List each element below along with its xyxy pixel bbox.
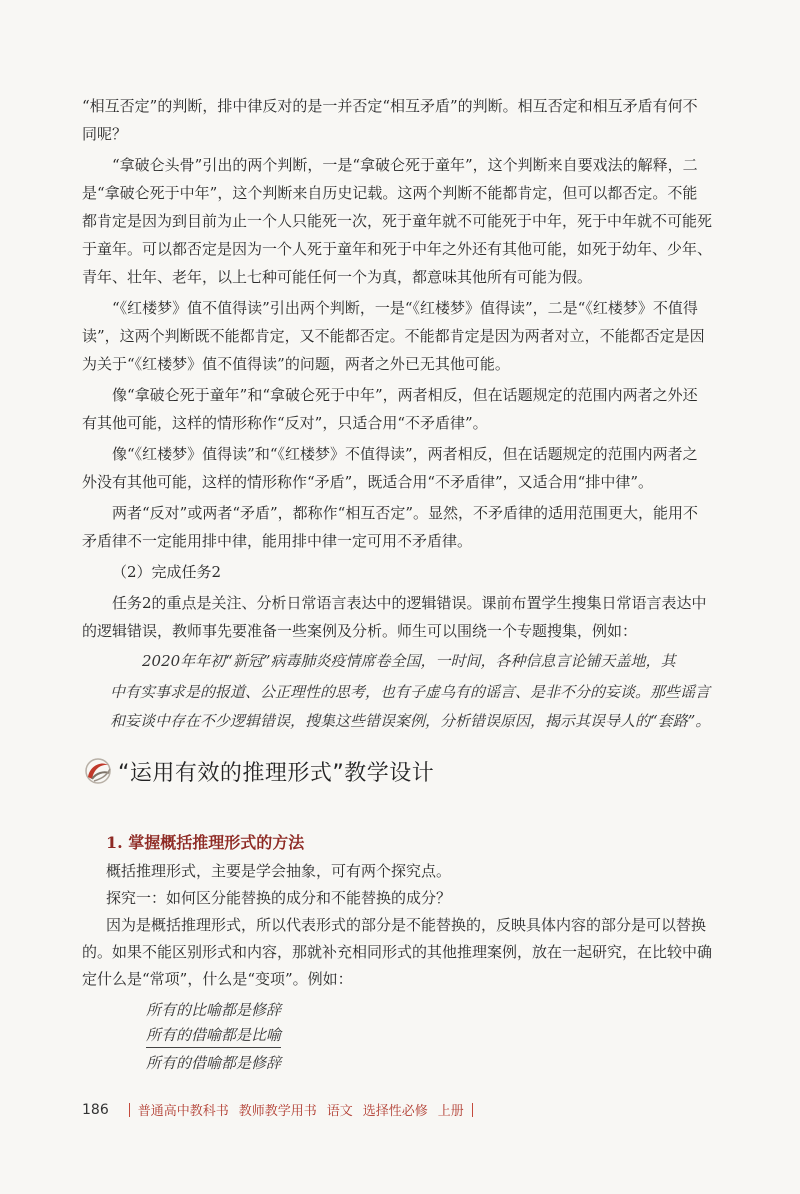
page-number: 186 [82, 1101, 109, 1118]
footer-item-book-type: 教师教学用书 [238, 1104, 317, 1119]
syllogism-minor-premise: 所有的借喻都是比喻 [146, 1023, 281, 1048]
subsection-paragraph-2: 探究一：如何区分能替换的成分和不能替换的成分？ [106, 889, 452, 907]
paragraph-3: “《红楼梦》值不值得读”引出两个判断，一是“《红楼梦》值得读”，二是“《红楼梦》不值得读”，这两个判断既不能都肯定，又不能都否定。不能都肯定是因为两者对立，不能都否定是因为关于“《红楼梦》值不值得读”的问题，两者之外已无其他可能。 [82, 299, 705, 373]
subsection-paragraph-1: 概括推理形式，主要是学会抽象，可有两个探究点。 [106, 862, 452, 880]
quote-body: 中有实事求是的报道、公正理性的思考，也有子虚乌有的谣言、是非不分的妄谈。那些谣言和妄谈中存在不少逻辑错误，搜集这些错误案例，分析错误原因，揭示其误导人的“套路”。 [110, 683, 711, 730]
subsection-title: 1. 掌握概括推理形式的方法 [106, 833, 305, 852]
subsection-paragraph-3: 因为是概括推理形式，所以代表形式的部分是不能替换的，反映具体内容的部分是可以替换的。如果不能区别形式和内容，那就补充相同形式的其他推理案例，放在一起研究，在比较中确定什么是“常项”，什么是“变项”。例如： [82, 916, 713, 988]
paragraph-5: 像“《红楼梦》值得读”和“《红楼梦》不值得读”，两者相反，但在话题规定的范围内两者之外没有其他可能，这样的情形称作“矛盾”，既适合用“不矛盾律”，又适合用“排中律”。 [82, 445, 698, 491]
footer-item-series: 普通高中教科书 [137, 1104, 229, 1119]
footer-divider [129, 1103, 130, 1117]
main-text [82, 92, 712, 736]
syllogism [106, 997, 712, 1076]
footer-item-course: 选择性必修 [362, 1104, 428, 1119]
syllogism-major-premise: 所有的比喻都是修辞 [146, 1001, 282, 1019]
footer-item-volume: 上册 [437, 1104, 464, 1119]
paragraph-4: 像“拿破仑死于童年”和“拿破仑死于中年”，两者相反，但在话题规定的范围内两者之外还有其他可能，这样的情形称作“反对”，只适合用“不矛盾律”。 [82, 386, 698, 432]
section-title: “运用有效的推理形式”教学设计 [118, 760, 435, 786]
footer-item-subject: 语文 [326, 1104, 353, 1119]
task-2-heading: （2）完成任务2 [112, 563, 222, 581]
paragraph-7: 任务2的重点是关注、分析日常语言表达中的逻辑错误。课前布置学生搜集日常语言表达中的逻辑错误，教师事先要准备一些案例及分析。师生可以围绕一个专题搜集，例如： [82, 594, 707, 640]
page-footer [82, 1100, 481, 1119]
syllogism-conclusion: 所有的借喻都是修辞 [146, 1054, 282, 1072]
quote-first-line: 2020年年初“新冠”病毒肺炎疫情席卷全国，一时间，各种信息言论铺天盖地，其 [142, 652, 676, 670]
subsection-text [82, 858, 713, 1076]
paragraph-1: “相互否定”的判断，排中律反对的是一并否定“相互矛盾”的判断。相互否定和相互矛盾有何不同呢？ [82, 97, 698, 143]
paragraph-6: 两者“反对”或两者“矛盾”，都称作“相互否定”。显然，不矛盾律的适用范围更大，能用不矛盾律不一定能用排中律，能用排中律一定可用不矛盾律。 [82, 504, 699, 550]
footer-divider-end [472, 1103, 473, 1117]
section-heading [82, 755, 434, 787]
paragraph-2: “拿破仑头骨”引出的两个判断，一是“拿破仑死于童年”，这个判断来自要戏法的解释，二是“拿破仑死于中年”，这个判断来自历史记载。这两个判断不能都肯定，但可以都否定。不能都肯定是因为到目前为止一个人只能死一次，死于童年就不可能死于中年，死于中年就不可能死于童年。可以都否定是因为一个人死于童年和死于中年之外还有其他可能，如死于幼年、少年、青年、壮年、老年，以上七种可能任何一个为真，都意味其他所有可能为假。 [82, 156, 713, 286]
swirl-icon [82, 755, 114, 787]
